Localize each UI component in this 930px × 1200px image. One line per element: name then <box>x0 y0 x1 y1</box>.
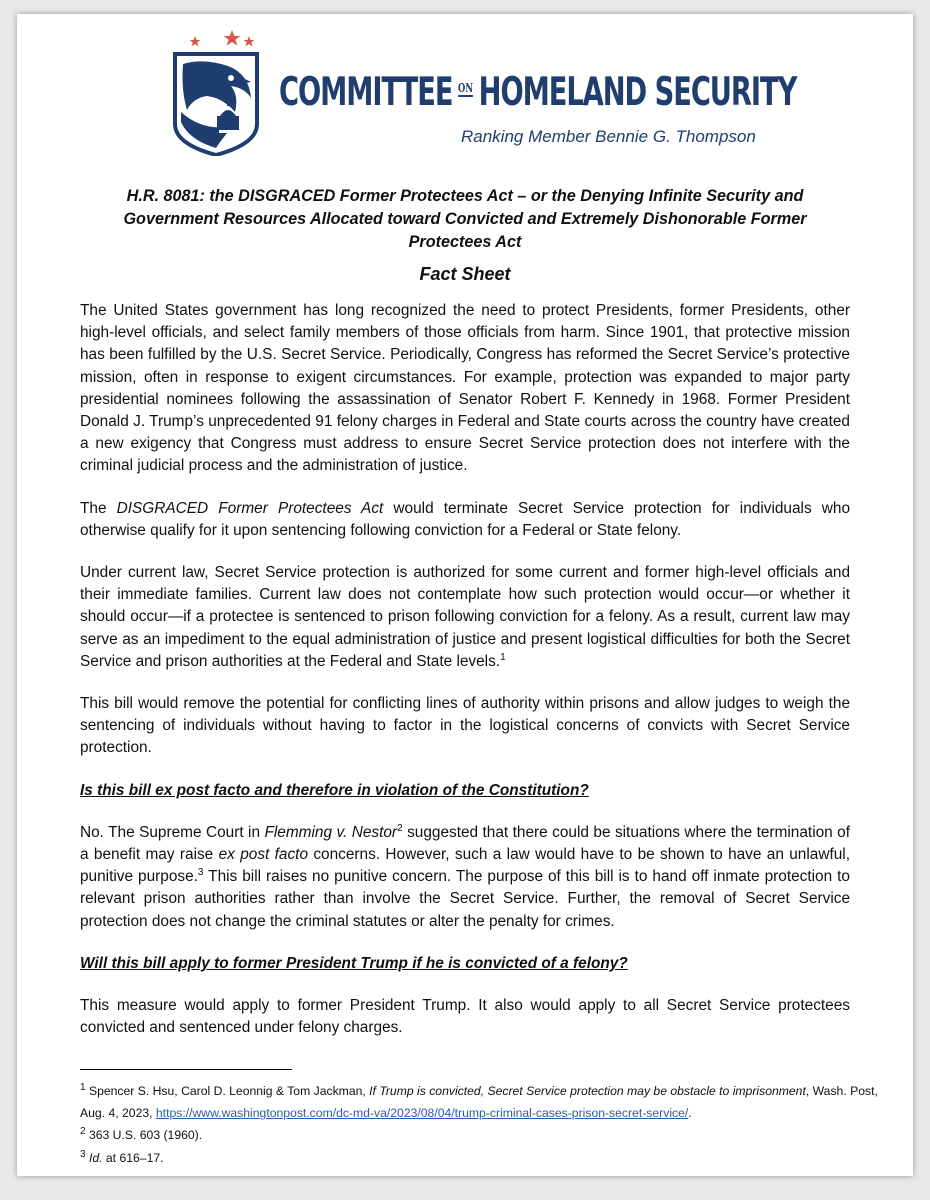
footnote-2-text: 363 U.S. 603 (1960). <box>85 1128 203 1143</box>
eagle-seal-icon <box>173 52 259 156</box>
answer-apply-trump: This measure would apply to former President Trump. It also would apply to all Secret Service protectees convicted and sentenced under felony charges. <box>80 997 850 1037</box>
committee-name-part2: HOMELAND SECURITY <box>478 70 797 115</box>
para2-suffix: would terminate Secret Service protection for individuals who otherwise qualify for it upon sentencing following conviction for a Federal or State felony. <box>80 499 851 539</box>
footnote-ref-3[interactable]: 3 <box>197 867 204 879</box>
para3-text: Under current law, Secret Service protection is authorized for some current and former high-level officials and their immediate families. Current law does not contemplate how such protection would occur—or whether it should occur—if a protectee is sentenced to prison following conviction for a felony. As a result, current law may serve as an impediment to the equal administration of justice and present logistical difficulties for both the Secret Service and prison authorities at the Federal and State levels. <box>80 564 850 670</box>
footnote-1-link[interactable]: https://www.washingtonpost.com/dc-md-va/2023/08/04/trump-criminal-cases-prison-secret-service/ <box>155 1106 689 1121</box>
footnote-1 <box>80 1080 880 1124</box>
footnote-3-text: at 616–17. <box>102 1150 164 1165</box>
ex-post-facto-term: ex post facto <box>218 846 308 864</box>
answer1-part-a: No. The Supreme Court in <box>80 823 265 841</box>
committee-name <box>279 70 796 115</box>
footnote-1-article-title: If Trump is convicted, Secret Service protection may be obstacle to imprisonment <box>369 1084 806 1098</box>
answer-ex-post-facto <box>80 822 850 933</box>
stars-icon <box>185 30 255 50</box>
answer1-part-c: concerns. However, such a law would have to be shown to have an unlawful, punitive purpose. <box>80 846 850 886</box>
document-page <box>17 14 913 1176</box>
committee-name-part1: COMMITTEE <box>279 70 453 115</box>
answer1-part-b: suggested that there could be situations where the termination of a benefit may raise <box>80 823 851 864</box>
footnote-ref-1[interactable]: 1 <box>500 651 506 663</box>
question-apply-trump: Will this bill apply to former President Trump if he is convicted of a felony? <box>80 954 628 972</box>
ranking-member-line: Ranking Member Bennie G. Thompson <box>461 127 756 146</box>
letterhead <box>17 14 913 179</box>
question-ex-post-facto: Is this bill ex post facto and therefore in violation of the Constitution? <box>80 781 589 799</box>
paragraph-background: The United States government has long recognized the need to protect Presidents, former Presidents, other high-level officials, and select family members of those officials from harm. Since 1901, that protective mission has been fulfilled by the U.S. Secret Service. Periodically, Congress has reformed the Secret Service’s protective mission, often in response to exigent circumstances. For example, protection was expanded to major party presidential nominees following the assassination of Senator Robert F. Kennedy in 1968. Former President Donald J. Trump’s unprecedented 91 felony charges in Federal and State courts across the country have created a new exigency that Congress must address to ensure Secret Service protection does not interfere with the criminal judicial process and the administration of justice. <box>80 302 850 475</box>
paragraph-summary <box>80 498 850 542</box>
footnote-1-publication: , Wash. Post, Aug. 4, 2023, <box>80 1084 878 1121</box>
footnote-1-authors: Spencer S. Hsu, Carol D. Leonnig & Tom Jackman, <box>85 1084 370 1098</box>
footnote-1-end: . <box>688 1106 692 1121</box>
committee-name-on: ON <box>458 80 474 95</box>
paragraph-bill-effect: This bill would remove the potential for conflicting lines of authority within prisons and allow judges to weigh the sentencing of individuals without having to factor in the logistical concerns of convicts with Secret Service protection. <box>80 695 850 757</box>
act-name: DISGRACED Former Protectees Act <box>116 499 384 517</box>
footnote-3-id: Id. <box>88 1150 103 1165</box>
footnote-2 <box>80 1124 880 1146</box>
bill-title: H.R. 8081: the DISGRACED Former Protectees Act – or the Denying Infinite Security and Government Resources Allocated toward Convicted and Extremely Dishonorable Former Protectees Act <box>123 187 807 251</box>
footnote-3-number: 3 <box>80 1148 86 1160</box>
footnote-2-number: 2 <box>80 1126 86 1138</box>
footnote-1-number: 1 <box>80 1081 86 1093</box>
footnotes <box>80 1070 880 1169</box>
case-name: Flemming v. Nestor <box>264 823 398 841</box>
footnote-3 <box>80 1147 880 1169</box>
paragraph-current-law <box>80 562 850 673</box>
document-body <box>80 185 850 1039</box>
answer1-part-d: This bill raises no punitive concern. The purpose of this bill is to hand off inmate protection to relevant prison authorities rather than involve the Secret Service. Further, the removal of Secret Service protection does not change the criminal statutes or alter the penalty for crimes. <box>80 868 850 930</box>
footnote-ref-2[interactable]: 2 <box>397 822 403 834</box>
fact-sheet-heading: Fact Sheet <box>419 264 511 284</box>
para2-prefix: The <box>80 499 117 517</box>
